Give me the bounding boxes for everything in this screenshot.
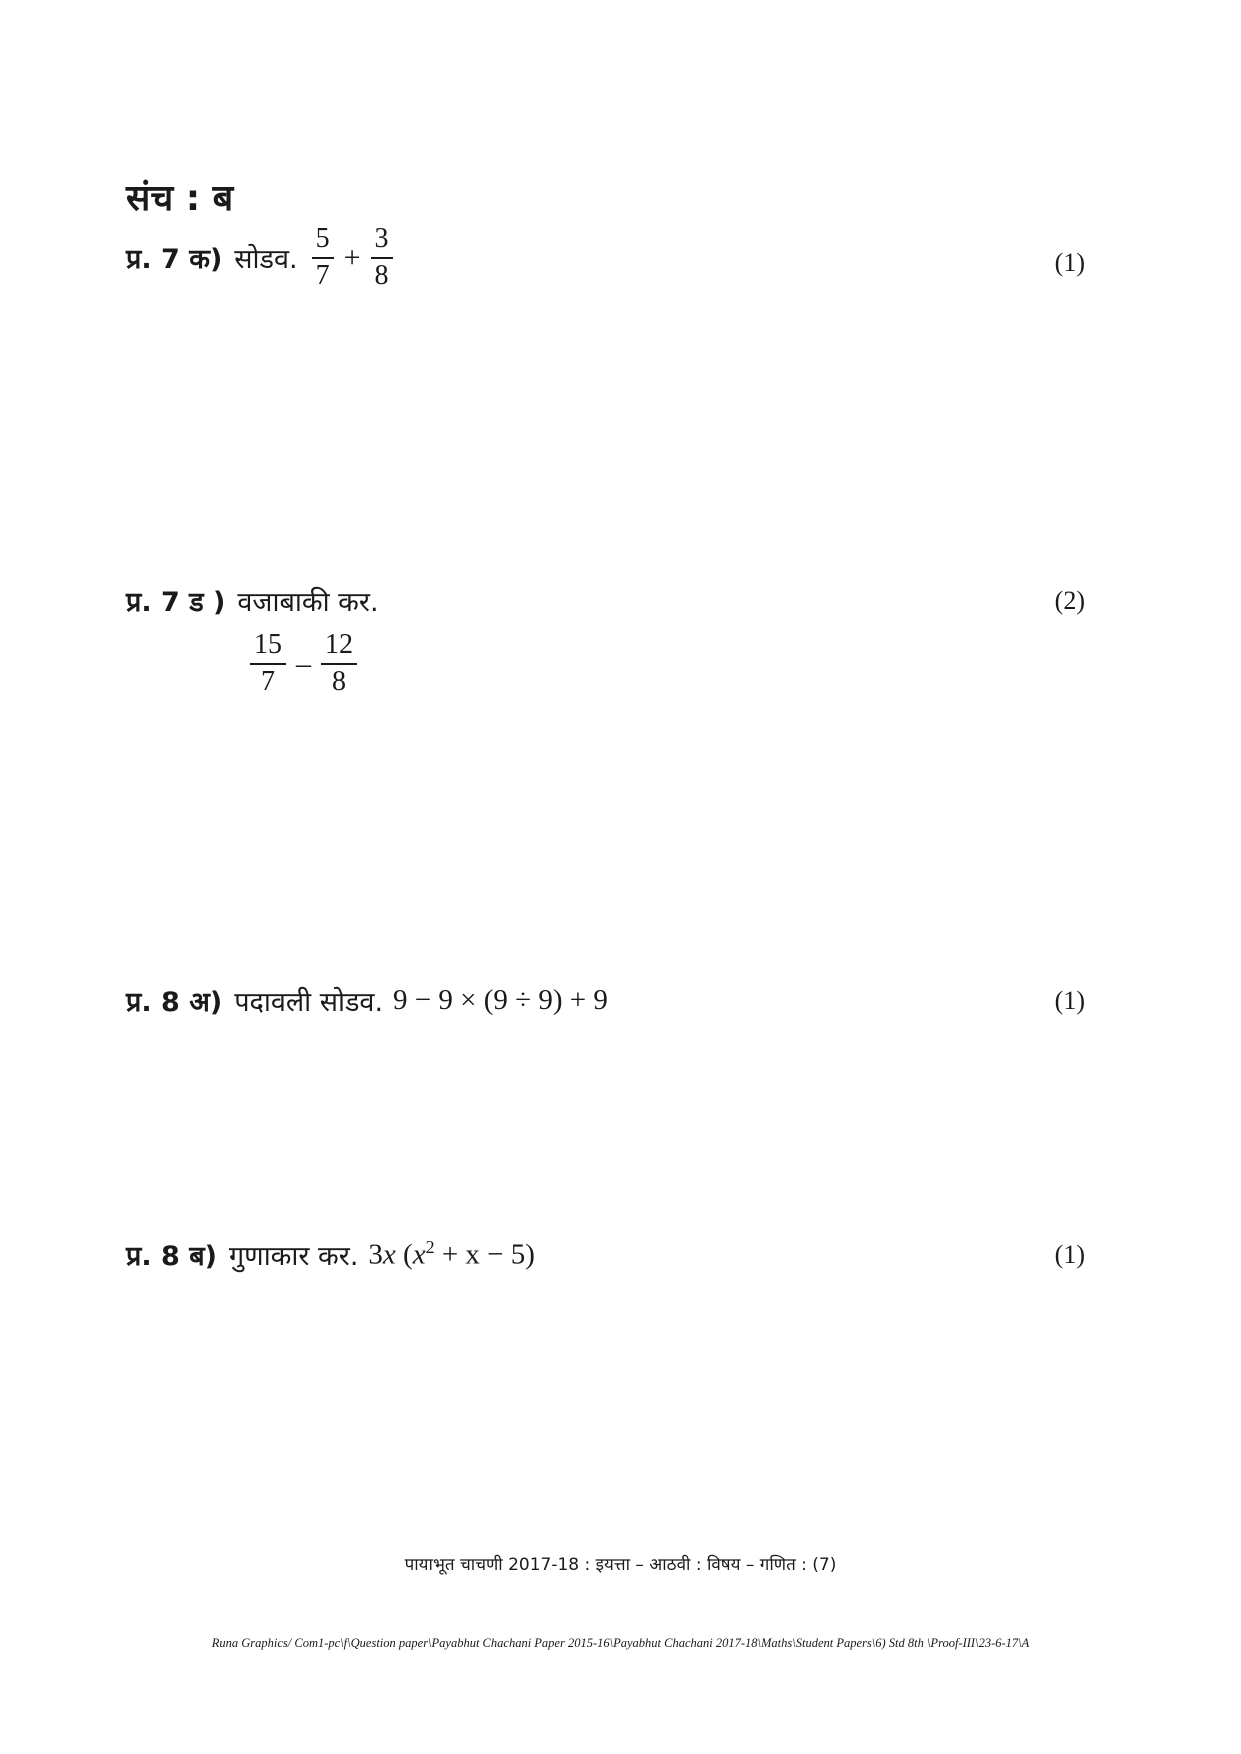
numerator: 5: [312, 224, 334, 259]
question-text: सोडव.: [234, 244, 298, 276]
exponent: 2: [425, 1237, 435, 1258]
operator: –: [296, 646, 311, 680]
denominator: 7: [261, 665, 275, 697]
base-variable: x: [412, 1238, 426, 1271]
denominator: 8: [374, 259, 389, 291]
question-7a: [126, 224, 397, 292]
question-label: प्र. 8 ब): [126, 1241, 217, 1272]
question-8a: [126, 982, 608, 1019]
question-text: गुणाकार कर.: [228, 1241, 359, 1272]
marks-8b: (1): [1054, 1240, 1085, 1269]
question-7d-expression: [246, 630, 361, 698]
question-text: वजाबाकी कर.: [237, 587, 379, 618]
question-7d-header: [126, 582, 389, 619]
file-path: Runa Graphics/ Com1-pc\f\Question paper\Payabhut Chachani Paper 2015-16\Payabhut Chachani 2017-18\Maths\Student Papers\6) Std 8th \Proof-III\23-6-17\A: [211, 1636, 1030, 1650]
expression: [368, 1237, 535, 1272]
question-label: प्र. 7 ड ): [126, 587, 226, 618]
page-footer: पायाभूत चाचणी 2017-18 : इयत्ता – आठवी : विषय – गणित : (7): [404, 1555, 837, 1575]
operator: +: [343, 240, 361, 274]
coefficient: 3: [368, 1238, 383, 1271]
denominator: 8: [332, 665, 346, 697]
question-label: प्र. 7 क): [126, 244, 223, 276]
marks-7a: (1): [1054, 248, 1085, 277]
fraction-2: [371, 224, 393, 292]
question-8b: [126, 1236, 535, 1273]
fraction-1: [312, 224, 334, 292]
numerator: 15: [250, 630, 286, 665]
expression: 9 − 9 × (9 ÷ 9) + 9: [393, 984, 608, 1016]
fraction-1: [250, 630, 286, 698]
fraction-2: [321, 630, 357, 698]
marks-8a: (1): [1054, 986, 1085, 1015]
question-text: पदावली सोडव.: [234, 987, 384, 1018]
question-label: प्र. 8 अ): [126, 987, 223, 1018]
variable: x: [382, 1238, 396, 1271]
denominator: 7: [315, 259, 330, 291]
remaining-terms: + x − 5): [434, 1238, 535, 1271]
set-title: संच : ब: [126, 178, 234, 219]
numerator: 12: [321, 630, 357, 665]
numerator: 3: [371, 224, 393, 259]
marks-7d: (2): [1054, 586, 1085, 615]
open-paren: (: [395, 1238, 413, 1271]
